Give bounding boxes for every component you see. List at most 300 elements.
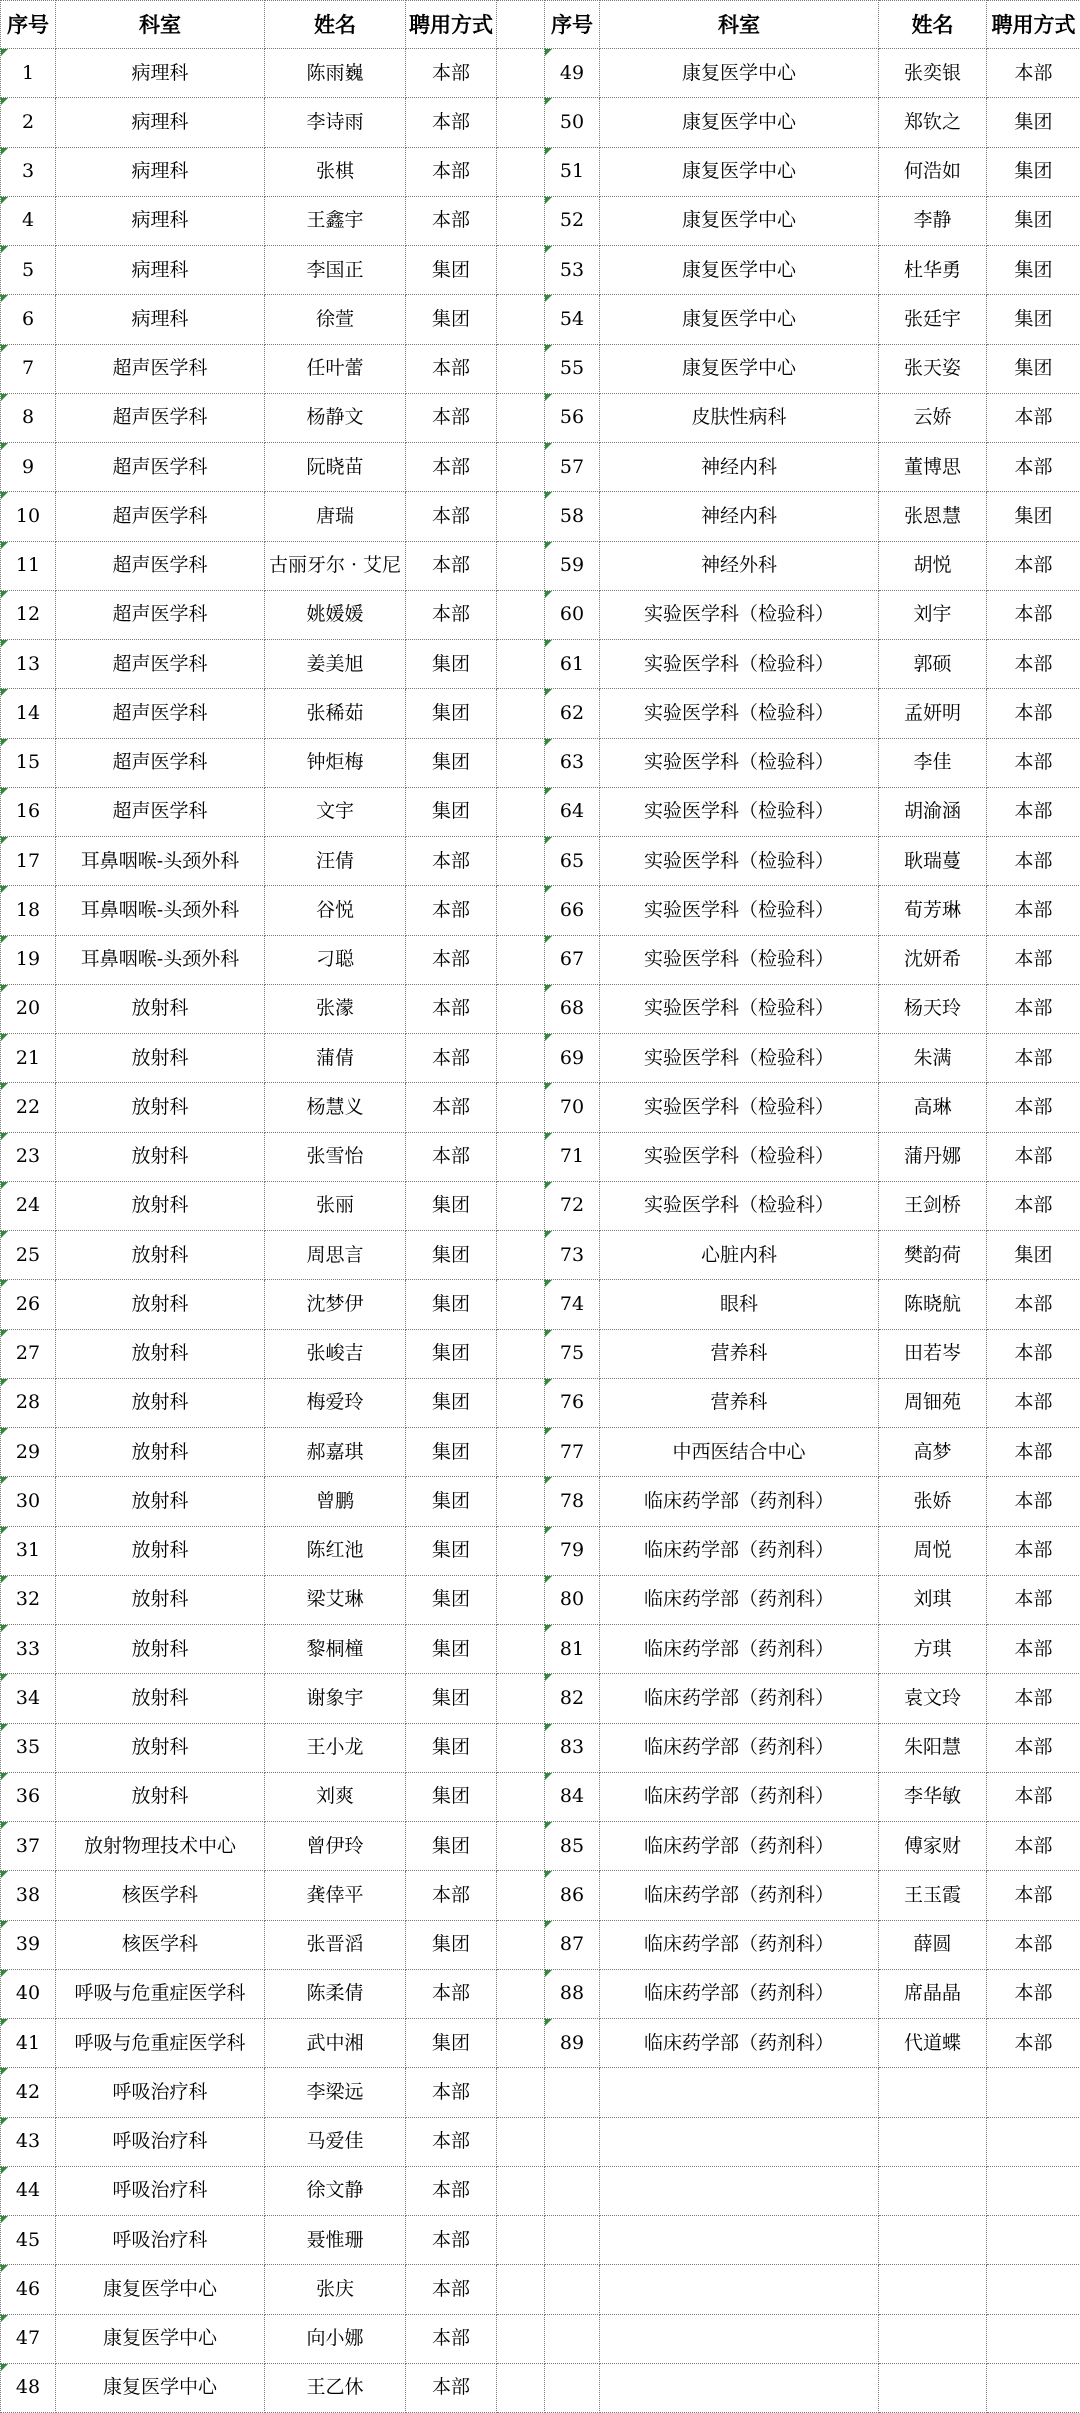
cell-department-right: 康复医学中心 (600, 344, 879, 393)
column-gap (497, 2068, 545, 2117)
table-row (1, 2265, 1080, 2314)
cell-index-right (545, 2314, 600, 2363)
cell-employment-type: 集团 (406, 738, 497, 787)
cell-employment-type: 集团 (406, 2019, 497, 2068)
cell-department-right (600, 2166, 879, 2215)
cell-department: 超声医学科 (56, 393, 265, 442)
cell-employment-type: 集团 (406, 1920, 497, 1969)
cell-employment-type: 集团 (406, 787, 497, 836)
cell-name-right: 郭硕 (879, 640, 987, 689)
cell-name: 李诗雨 (265, 98, 406, 147)
cell-index: 31 (1, 1526, 56, 1575)
table-row (1, 393, 1080, 442)
cell-department-right: 中西医结合中心 (600, 1428, 879, 1477)
column-gap (497, 2117, 545, 2166)
cell-index: 33 (1, 1625, 56, 1674)
cell-department: 放射科 (56, 1231, 265, 1280)
cell-department-right: 实验医学科（检验科） (600, 689, 879, 738)
cell-employment-type: 本部 (406, 541, 497, 590)
column-gap (497, 2265, 545, 2314)
cell-employment-type-right: 本部 (987, 1871, 1080, 1920)
cell-department: 放射科 (56, 1181, 265, 1230)
cell-department-right: 临床药学部（药剂科） (600, 1723, 879, 1772)
header-employment-type: 聘用方式 (406, 1, 497, 49)
cell-index: 34 (1, 1674, 56, 1723)
cell-department: 病理科 (56, 49, 265, 98)
cell-department: 超声医学科 (56, 344, 265, 393)
cell-department-right: 实验医学科（检验科） (600, 787, 879, 836)
column-gap (497, 1822, 545, 1871)
table-row (1, 1132, 1080, 1181)
cell-name-right: 朱阳慧 (879, 1723, 987, 1772)
cell-name: 梁艾琳 (265, 1575, 406, 1624)
cell-name-right: 王玉霞 (879, 1871, 987, 1920)
cell-employment-type-right: 集团 (987, 295, 1080, 344)
cell-name-right (879, 2265, 987, 2314)
cell-department-right: 实验医学科（检验科） (600, 1034, 879, 1083)
cell-employment-type-right: 本部 (987, 1083, 1080, 1132)
column-gap (497, 1329, 545, 1378)
cell-name-right: 高琳 (879, 1083, 987, 1132)
cell-employment-type: 本部 (406, 1132, 497, 1181)
header-employment-type-right: 聘用方式 (987, 1, 1080, 49)
cell-name-right: 何浩如 (879, 147, 987, 196)
cell-index: 3 (1, 147, 56, 196)
cell-department-right: 康复医学中心 (600, 196, 879, 245)
cell-name: 曾鹏 (265, 1477, 406, 1526)
cell-name: 张稀茹 (265, 689, 406, 738)
cell-department: 放射科 (56, 1034, 265, 1083)
cell-name: 黎桐橦 (265, 1625, 406, 1674)
cell-department: 康复医学中心 (56, 2265, 265, 2314)
cell-department-right: 实验医学科（检验科） (600, 590, 879, 639)
cell-employment-type: 集团 (406, 1723, 497, 1772)
cell-index: 40 (1, 1969, 56, 2018)
cell-name-right: 耿瑞蔓 (879, 837, 987, 886)
cell-employment-type: 本部 (406, 1969, 497, 2018)
cell-name-right: 杜华勇 (879, 246, 987, 295)
column-gap (497, 1181, 545, 1230)
table-row (1, 984, 1080, 1033)
cell-employment-type: 集团 (406, 1772, 497, 1821)
cell-department-right: 临床药学部（药剂科） (600, 2019, 879, 2068)
column-gap (497, 1625, 545, 1674)
table-row (1, 1969, 1080, 2018)
header-row (1, 1, 1080, 49)
column-gap (497, 295, 545, 344)
cell-department: 放射科 (56, 1772, 265, 1821)
cell-name-right: 李华敏 (879, 1772, 987, 1821)
cell-employment-type: 本部 (406, 886, 497, 935)
cell-name: 沈梦伊 (265, 1280, 406, 1329)
table-row (1, 738, 1080, 787)
table-row (1, 837, 1080, 886)
cell-employment-type-right: 集团 (987, 196, 1080, 245)
cell-employment-type-right: 本部 (987, 1723, 1080, 1772)
cell-department: 病理科 (56, 98, 265, 147)
cell-department-right: 实验医学科（检验科） (600, 984, 879, 1033)
cell-index: 41 (1, 2019, 56, 2068)
cell-index: 28 (1, 1378, 56, 1427)
cell-index-right: 52 (545, 196, 600, 245)
cell-name: 谷悦 (265, 886, 406, 935)
table-row (1, 2363, 1080, 2412)
column-gap (497, 1, 545, 49)
cell-department: 放射科 (56, 1674, 265, 1723)
cell-department-right (600, 2314, 879, 2363)
cell-employment-type: 集团 (406, 1526, 497, 1575)
cell-employment-type: 本部 (406, 1083, 497, 1132)
cell-name-right: 高梦 (879, 1428, 987, 1477)
cell-department: 耳鼻咽喉-头颈外科 (56, 886, 265, 935)
table-row (1, 886, 1080, 935)
cell-index-right (545, 2363, 600, 2412)
cell-employment-type-right: 本部 (987, 1280, 1080, 1329)
cell-name: 钟炬梅 (265, 738, 406, 787)
cell-department-right: 神经内科 (600, 492, 879, 541)
cell-employment-type: 本部 (406, 837, 497, 886)
cell-department: 呼吸治疗科 (56, 2117, 265, 2166)
cell-index: 22 (1, 1083, 56, 1132)
cell-employment-type: 集团 (406, 1181, 497, 1230)
cell-name: 姜美旭 (265, 640, 406, 689)
cell-employment-type: 本部 (406, 147, 497, 196)
cell-department-right: 临床药学部（药剂科） (600, 1772, 879, 1821)
column-gap (497, 2166, 545, 2215)
cell-name: 徐文静 (265, 2166, 406, 2215)
cell-name: 徐萱 (265, 295, 406, 344)
cell-name-right: 周钿苑 (879, 1378, 987, 1427)
column-gap (497, 1723, 545, 1772)
cell-index: 45 (1, 2216, 56, 2265)
cell-employment-type-right: 本部 (987, 1181, 1080, 1230)
cell-employment-type-right: 集团 (987, 246, 1080, 295)
cell-name-right: 李佳 (879, 738, 987, 787)
cell-index-right: 87 (545, 1920, 600, 1969)
cell-index: 21 (1, 1034, 56, 1083)
cell-employment-type: 集团 (406, 1329, 497, 1378)
cell-employment-type: 本部 (406, 196, 497, 245)
cell-employment-type: 集团 (406, 295, 497, 344)
cell-employment-type-right: 本部 (987, 689, 1080, 738)
cell-name: 王鑫宇 (265, 196, 406, 245)
cell-index-right: 53 (545, 246, 600, 295)
header-index: 序号 (1, 1, 56, 49)
cell-name-right: 胡悦 (879, 541, 987, 590)
cell-department-right (600, 2068, 879, 2117)
cell-employment-type-right: 本部 (987, 1034, 1080, 1083)
cell-employment-type-right: 本部 (987, 984, 1080, 1033)
cell-name: 武中湘 (265, 2019, 406, 2068)
column-gap (497, 1132, 545, 1181)
cell-employment-type: 本部 (406, 590, 497, 639)
cell-department-right: 实验医学科（检验科） (600, 640, 879, 689)
column-gap (497, 492, 545, 541)
column-gap (497, 2363, 545, 2412)
column-gap (497, 1969, 545, 2018)
cell-name: 杨慧义 (265, 1083, 406, 1132)
cell-index-right: 76 (545, 1378, 600, 1427)
cell-department: 超声医学科 (56, 541, 265, 590)
cell-index-right: 65 (545, 837, 600, 886)
cell-name: 李梁远 (265, 2068, 406, 2117)
cell-employment-type: 集团 (406, 1428, 497, 1477)
table-row (1, 1871, 1080, 1920)
cell-index-right (545, 2166, 600, 2215)
table-row (1, 1920, 1080, 1969)
table-row (1, 196, 1080, 245)
cell-name-right: 周悦 (879, 1526, 987, 1575)
cell-department-right: 神经外科 (600, 541, 879, 590)
header-name: 姓名 (265, 1, 406, 49)
cell-department: 康复医学中心 (56, 2363, 265, 2412)
cell-department-right: 营养科 (600, 1329, 879, 1378)
cell-department: 呼吸与危重症医学科 (56, 1969, 265, 2018)
cell-department: 放射物理技术中心 (56, 1822, 265, 1871)
cell-department: 放射科 (56, 1132, 265, 1181)
cell-employment-type-right: 本部 (987, 1329, 1080, 1378)
cell-department-right: 康复医学中心 (600, 49, 879, 98)
cell-department: 耳鼻咽喉-头颈外科 (56, 837, 265, 886)
table-row (1, 541, 1080, 590)
cell-name: 张晋滔 (265, 1920, 406, 1969)
cell-department-right: 实验医学科（检验科） (600, 738, 879, 787)
header-department: 科室 (56, 1, 265, 49)
column-gap (497, 443, 545, 492)
cell-index-right: 62 (545, 689, 600, 738)
cell-employment-type: 集团 (406, 1231, 497, 1280)
cell-index-right: 54 (545, 295, 600, 344)
cell-department: 呼吸与危重症医学科 (56, 2019, 265, 2068)
cell-name: 汪倩 (265, 837, 406, 886)
column-gap (497, 787, 545, 836)
cell-employment-type-right: 集团 (987, 147, 1080, 196)
cell-department-right: 皮肤性病科 (600, 393, 879, 442)
cell-employment-type-right: 集团 (987, 492, 1080, 541)
table-row (1, 1428, 1080, 1477)
cell-department: 超声医学科 (56, 738, 265, 787)
cell-department-right: 实验医学科（检验科） (600, 1132, 879, 1181)
table-row (1, 2216, 1080, 2265)
cell-department-right: 临床药学部（药剂科） (600, 1822, 879, 1871)
cell-name-right: 陈晓航 (879, 1280, 987, 1329)
cell-index: 11 (1, 541, 56, 590)
cell-name: 马爱佳 (265, 2117, 406, 2166)
cell-index: 23 (1, 1132, 56, 1181)
cell-department: 超声医学科 (56, 640, 265, 689)
cell-name-right: 方琪 (879, 1625, 987, 1674)
column-gap (497, 590, 545, 639)
table-row (1, 1083, 1080, 1132)
cell-employment-type-right: 本部 (987, 590, 1080, 639)
cell-name: 龚倖平 (265, 1871, 406, 1920)
column-gap (497, 689, 545, 738)
cell-index-right: 72 (545, 1181, 600, 1230)
cell-employment-type-right (987, 2363, 1080, 2412)
cell-index: 27 (1, 1329, 56, 1378)
cell-department-right: 实验医学科（检验科） (600, 837, 879, 886)
cell-index-right: 51 (545, 147, 600, 196)
table-row (1, 492, 1080, 541)
column-gap (497, 1871, 545, 1920)
cell-employment-type-right: 本部 (987, 1378, 1080, 1427)
cell-department: 呼吸治疗科 (56, 2216, 265, 2265)
table-row (1, 590, 1080, 639)
cell-name-right: 云娇 (879, 393, 987, 442)
cell-employment-type-right: 本部 (987, 738, 1080, 787)
column-gap (497, 246, 545, 295)
table-row (1, 689, 1080, 738)
column-gap (497, 49, 545, 98)
cell-index: 8 (1, 393, 56, 442)
cell-index-right: 86 (545, 1871, 600, 1920)
cell-index-right: 83 (545, 1723, 600, 1772)
cell-employment-type: 本部 (406, 98, 497, 147)
cell-name: 谢象宇 (265, 1674, 406, 1723)
cell-index: 38 (1, 1871, 56, 1920)
cell-index-right: 66 (545, 886, 600, 935)
cell-employment-type: 本部 (406, 492, 497, 541)
cell-department: 呼吸治疗科 (56, 2068, 265, 2117)
cell-index: 29 (1, 1428, 56, 1477)
cell-employment-type-right: 本部 (987, 1625, 1080, 1674)
cell-index-right: 55 (545, 344, 600, 393)
column-gap (497, 886, 545, 935)
cell-department-right (600, 2363, 879, 2412)
cell-department: 耳鼻咽喉-头颈外科 (56, 935, 265, 984)
cell-department-right: 康复医学中心 (600, 246, 879, 295)
cell-index: 30 (1, 1477, 56, 1526)
table-body (1, 49, 1080, 2413)
cell-department: 超声医学科 (56, 492, 265, 541)
cell-index-right: 82 (545, 1674, 600, 1723)
cell-index: 46 (1, 2265, 56, 2314)
cell-employment-type-right: 本部 (987, 1969, 1080, 2018)
cell-employment-type-right: 本部 (987, 935, 1080, 984)
table-row (1, 246, 1080, 295)
table-row (1, 1280, 1080, 1329)
cell-department: 放射科 (56, 1083, 265, 1132)
cell-name-right: 李静 (879, 196, 987, 245)
cell-name-right: 田若岑 (879, 1329, 987, 1378)
cell-employment-type-right: 本部 (987, 393, 1080, 442)
cell-index: 24 (1, 1181, 56, 1230)
table-row (1, 1477, 1080, 1526)
cell-index: 16 (1, 787, 56, 836)
column-gap (497, 738, 545, 787)
cell-index-right: 70 (545, 1083, 600, 1132)
cell-name: 陈柔倩 (265, 1969, 406, 2018)
cell-name-right (879, 2068, 987, 2117)
cell-department-right: 临床药学部（药剂科） (600, 1477, 879, 1526)
cell-name: 任叶蕾 (265, 344, 406, 393)
cell-department-right: 营养科 (600, 1378, 879, 1427)
cell-employment-type-right: 本部 (987, 1674, 1080, 1723)
cell-name: 文宇 (265, 787, 406, 836)
cell-department: 超声医学科 (56, 689, 265, 738)
column-gap (497, 1280, 545, 1329)
cell-employment-type: 本部 (406, 1871, 497, 1920)
table-row (1, 935, 1080, 984)
cell-employment-type: 集团 (406, 1378, 497, 1427)
column-gap (497, 1378, 545, 1427)
cell-name: 蒲倩 (265, 1034, 406, 1083)
cell-employment-type: 集团 (406, 1575, 497, 1624)
cell-department-right: 临床药学部（药剂科） (600, 1575, 879, 1624)
cell-name: 古丽牙尔 · 艾尼 (265, 541, 406, 590)
cell-name-right: 蒲丹娜 (879, 1132, 987, 1181)
table-row (1, 1526, 1080, 1575)
cell-employment-type-right: 集团 (987, 1231, 1080, 1280)
column-gap (497, 2216, 545, 2265)
cell-index-right: 49 (545, 49, 600, 98)
cell-department: 放射科 (56, 1526, 265, 1575)
cell-name-right: 朱满 (879, 1034, 987, 1083)
cell-index: 39 (1, 1920, 56, 1969)
cell-department-right: 实验医学科（检验科） (600, 886, 879, 935)
cell-employment-type-right: 集团 (987, 344, 1080, 393)
cell-name: 刘爽 (265, 1772, 406, 1821)
column-gap (497, 1772, 545, 1821)
column-gap (497, 1575, 545, 1624)
cell-department-right: 实验医学科（检验科） (600, 1181, 879, 1230)
cell-employment-type: 本部 (406, 984, 497, 1033)
cell-employment-type-right: 本部 (987, 1132, 1080, 1181)
cell-index: 5 (1, 246, 56, 295)
cell-index-right: 59 (545, 541, 600, 590)
cell-index-right: 58 (545, 492, 600, 541)
cell-index: 35 (1, 1723, 56, 1772)
cell-name: 张雪怡 (265, 1132, 406, 1181)
cell-department-right: 实验医学科（检验科） (600, 935, 879, 984)
cell-department: 放射科 (56, 1625, 265, 1674)
cell-department: 呼吸治疗科 (56, 2166, 265, 2215)
cell-index-right: 57 (545, 443, 600, 492)
cell-index-right: 75 (545, 1329, 600, 1378)
cell-index: 19 (1, 935, 56, 984)
table-row (1, 1772, 1080, 1821)
cell-name-right (879, 2363, 987, 2412)
cell-index-right (545, 2117, 600, 2166)
cell-employment-type-right (987, 2117, 1080, 2166)
cell-department: 放射科 (56, 1575, 265, 1624)
cell-index: 43 (1, 2117, 56, 2166)
cell-department-right: 临床药学部（药剂科） (600, 1674, 879, 1723)
cell-name: 王乙休 (265, 2363, 406, 2412)
cell-employment-type: 本部 (406, 2117, 497, 2166)
cell-department-right: 康复医学中心 (600, 295, 879, 344)
cell-index: 42 (1, 2068, 56, 2117)
cell-name: 聂惟珊 (265, 2216, 406, 2265)
cell-employment-type: 本部 (406, 2363, 497, 2412)
table-row (1, 2068, 1080, 2117)
cell-employment-type: 集团 (406, 1477, 497, 1526)
cell-department-right: 临床药学部（药剂科） (600, 1871, 879, 1920)
header-department-right: 科室 (600, 1, 879, 49)
cell-employment-type-right (987, 2068, 1080, 2117)
cell-name: 张峻吉 (265, 1329, 406, 1378)
cell-employment-type: 本部 (406, 2265, 497, 2314)
cell-index-right: 77 (545, 1428, 600, 1477)
cell-index-right: 67 (545, 935, 600, 984)
cell-employment-type: 集团 (406, 246, 497, 295)
cell-department: 病理科 (56, 196, 265, 245)
cell-name-right: 樊韵荷 (879, 1231, 987, 1280)
cell-department-right (600, 2117, 879, 2166)
cell-index: 36 (1, 1772, 56, 1821)
column-gap (497, 1083, 545, 1132)
cell-name: 郝嘉琪 (265, 1428, 406, 1477)
